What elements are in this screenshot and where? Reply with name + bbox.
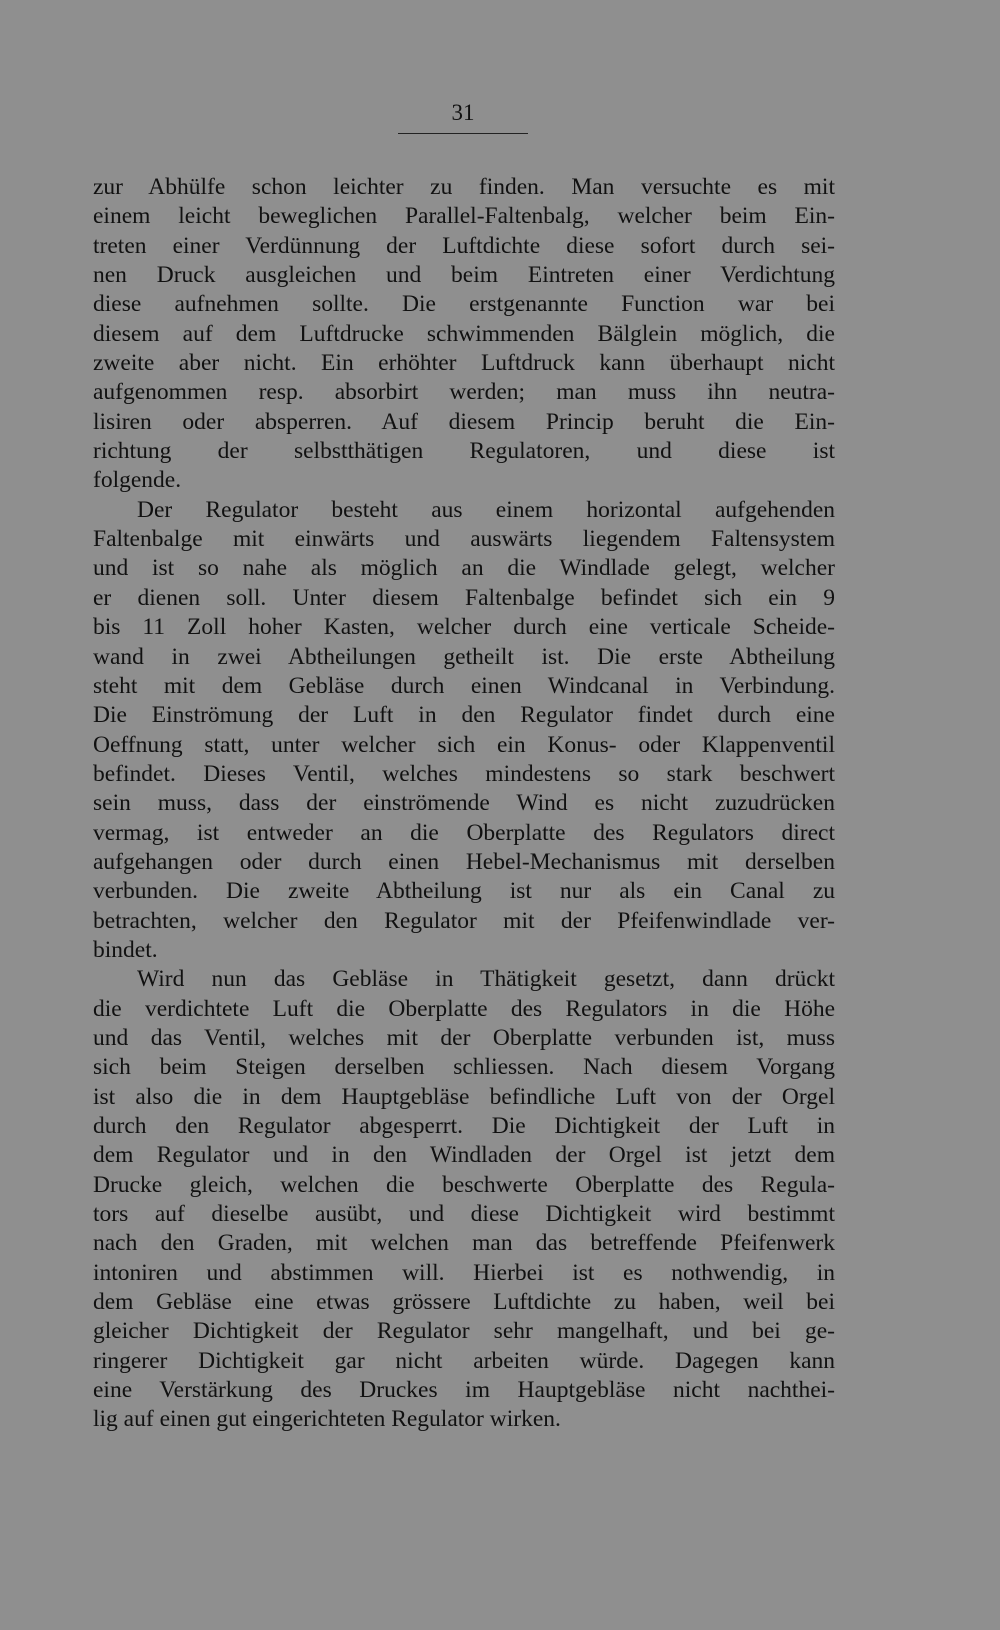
text-line: sein muss, dass der einströmende Wind es nicht zuzudrücken xyxy=(93,790,835,817)
text-line: Die Einströmung der Luft in den Regulator findet durch eine xyxy=(93,702,835,729)
text-line: wand in zwei Abtheilungen getheilt ist. Die erste Abtheilung xyxy=(93,643,835,670)
page-number: 31 xyxy=(451,100,475,125)
text-line: befindet. Dieses Ventil, welches mindestens so stark beschwert xyxy=(93,760,835,787)
text-line: Oeffnung statt, unter welcher sich ein Konus- oder Klappenventil xyxy=(93,731,835,758)
text-line: einem leicht beweglichen Parallel-Faltenbalg, welcher beim Ein- xyxy=(93,203,835,230)
text-line: er dienen soll. Unter diesem Faltenbalge befindet sich ein 9 xyxy=(93,584,835,611)
text-line: eine Verstärkung des Druckes im Hauptgebläse nicht nachthei- xyxy=(93,1377,835,1404)
text-line: richtung der selbstthätigen Regulatoren, und diese ist xyxy=(93,438,835,465)
paragraph xyxy=(93,496,835,966)
text-line: die verdichtete Luft die Oberplatte des Regulators in die Höhe xyxy=(93,995,835,1022)
text-line: Der Regulator besteht aus einem horizontal aufgehenden xyxy=(137,496,835,523)
text-line: bis 11 Zoll hoher Kasten, welcher durch eine verticale Scheide- xyxy=(93,614,835,641)
text-line: zur Abhülfe schon leichter zu finden. Man versuchte es mit xyxy=(93,174,835,200)
text-line: verbunden. Die zweite Abtheilung ist nur als ein Canal zu xyxy=(93,878,835,905)
text-line: ringerer Dichtigkeit gar nicht arbeiten würde. Dagegen kann xyxy=(93,1347,835,1374)
text-line: dem Regulator und in den Windladen der Orgel ist jetzt dem xyxy=(93,1142,835,1169)
text-line: sich beim Steigen derselben schliessen. Nach diesem Vorgang xyxy=(93,1054,835,1081)
text-line: nach den Graden, mit welchen man das betreffende Pfeifenwerk xyxy=(93,1230,835,1257)
text-line: steht mit dem Gebläse durch einen Windcanal in Verbindung. xyxy=(93,672,835,699)
text-line: Wird nun das Gebläse in Thätigkeit gesetzt, dann drückt xyxy=(137,966,835,993)
text-line: diesem auf dem Luftdrucke schwimmenden Bälglein möglich, die xyxy=(93,320,835,347)
text-line: und ist so nahe als möglich an die Windlade gelegt, welcher xyxy=(93,555,835,582)
text-line: zweite aber nicht. Ein erhöhter Luftdruck kann überhaupt nicht xyxy=(93,350,835,377)
text-line: durch den Regulator abgesperrt. Die Dichtigkeit der Luft in xyxy=(93,1113,835,1139)
text-line: betrachten, welcher den Regulator mit der Pfeifenwindlade ver- xyxy=(93,907,835,934)
text-line: lisiren oder absperren. Auf diesem Princip beruht die Ein- xyxy=(93,408,835,435)
text-line: intoniren und abstimmen will. Hierbei ist es nothwendig, in xyxy=(93,1259,835,1286)
text-line: tors auf dieselbe ausübt, und diese Dichtigkeit wird bestimmt xyxy=(93,1201,835,1228)
page-number-rule xyxy=(398,133,528,134)
text-line: bindet. xyxy=(93,936,158,963)
text-line: diese aufnehmen sollte. Die erstgenannte Function war bei xyxy=(93,291,835,318)
text-line: aufgehangen oder durch einen Hebel-Mechanismus mit derselben xyxy=(93,848,835,875)
text-line: dem Gebläse eine etwas grössere Luftdichte zu haben, weil bei xyxy=(93,1289,835,1316)
text-line: gleicher Dichtigkeit der Regulator sehr mangelhaft, und bei ge- xyxy=(93,1318,835,1345)
text-line: vermag, ist entweder an die Oberplatte des Regulators direct xyxy=(93,819,835,846)
text-line: lig auf einen gut eingerichteten Regulator wirken. xyxy=(93,1406,561,1433)
text-line: und das Ventil, welches mit der Oberplatte verbunden ist, muss xyxy=(93,1024,835,1051)
text-line: Faltenbalge mit einwärts und auswärts liegendem Faltensystem xyxy=(93,526,835,553)
paragraph xyxy=(93,173,835,496)
text-line: aufgenommen resp. absorbirt werden; man muss ihn neutra- xyxy=(93,379,835,406)
text-line: folgende. xyxy=(93,467,182,494)
body-text xyxy=(93,173,835,1435)
text-line: treten einer Verdünnung der Luftdichte diese sofort durch sei- xyxy=(93,232,835,259)
text-line: ist also die in dem Hauptgebläse befindliche Luft von der Orgel xyxy=(93,1083,835,1110)
paragraph xyxy=(93,965,835,1435)
text-line: nen Druck ausgleichen und beim Eintreten einer Verdichtung xyxy=(93,262,835,289)
text-line: Drucke gleich, welchen die beschwerte Oberplatte des Regula- xyxy=(93,1171,835,1198)
